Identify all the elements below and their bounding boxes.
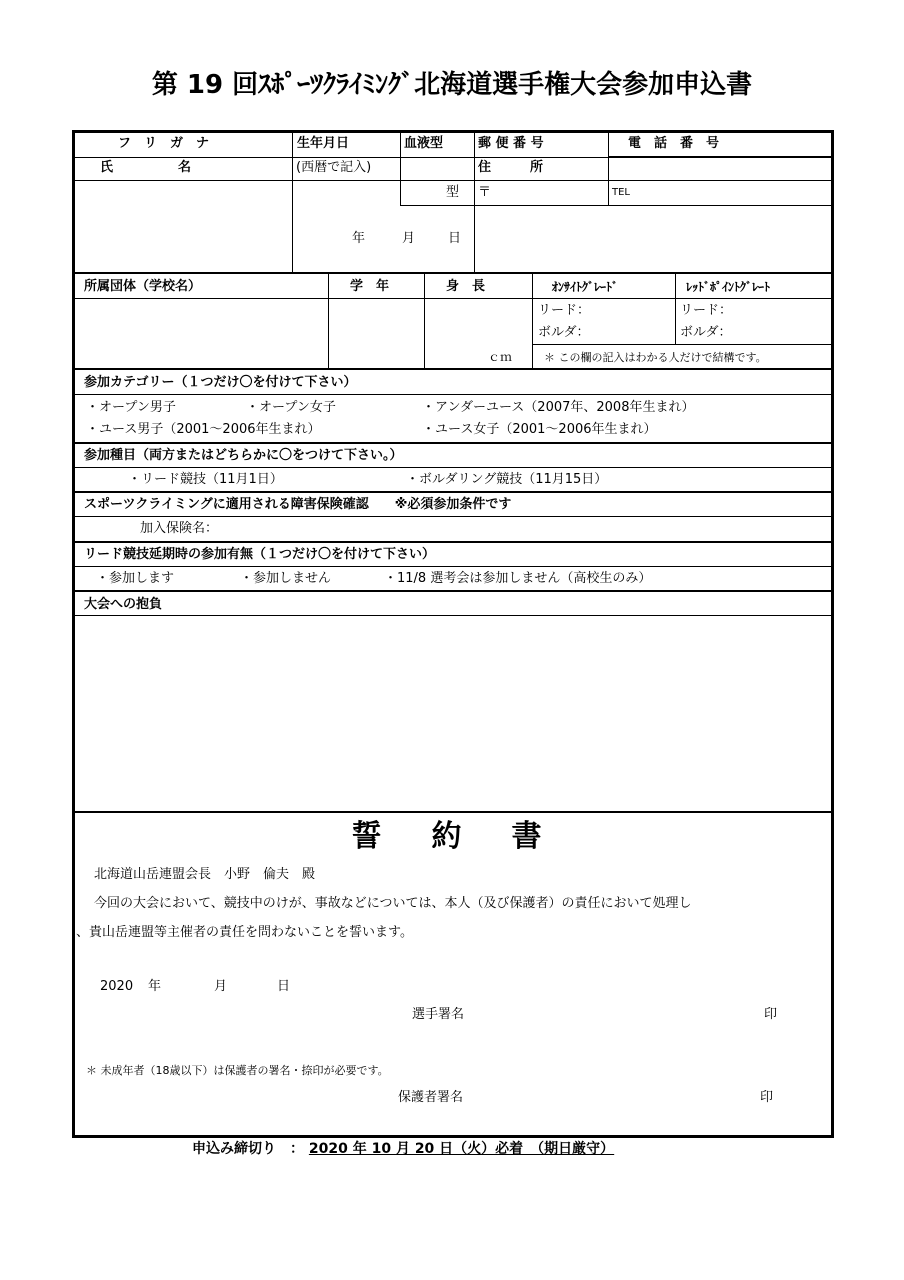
insurance-heading: スポーツクライミングに適用される障害保険確認 ※必須参加条件です: [84, 497, 512, 512]
name-label: 氏 名: [100, 160, 192, 175]
onsight-grade-label: ｵﾝｻｲﾄｸﾞﾚｰﾄﾞ: [552, 280, 619, 294]
event-heading: 参加種目（両方またはどちらかに〇をつけて下さい。）: [84, 448, 403, 463]
grade-label: 学 年: [350, 279, 390, 294]
category-youth-men[interactable]: ・ユース男子（2001～2006年生まれ）: [86, 422, 321, 437]
blood-type-label: 型: [446, 185, 460, 200]
guardian-seal-label: 印: [760, 1090, 774, 1105]
athlete-seal-label: 印: [764, 1007, 778, 1022]
postal-code-field[interactable]: [494, 186, 604, 202]
phone-field[interactable]: [636, 186, 826, 202]
birth-day-label: 日: [448, 231, 462, 246]
form-title: 第 19 回ｽﾎﾟｰﾂｸﾗｲﾐﾝｸﾞ北海道選手権大会参加申込書: [151, 70, 753, 100]
birth-note: (西暦で記入): [296, 160, 372, 175]
blood-label: 血液型: [404, 136, 444, 151]
name-field[interactable]: [78, 186, 286, 266]
postpone-attend[interactable]: ・参加します: [96, 571, 175, 586]
category-under-youth[interactable]: ・アンダーユース（2007年、2008年生まれ）: [422, 400, 695, 415]
pledge-body-line1: 今回の大会において、競技中のけが、事故などについては、本人（及び保護者）の責任において処理し: [94, 896, 692, 911]
birth-month-label: 月: [402, 231, 416, 246]
blood-type-field[interactable]: [404, 186, 440, 202]
redpoint-grade-label: ﾚｯﾄﾞﾎﾟｲﾝﾄｸﾞﾚｰﾄ: [686, 280, 771, 294]
category-youth-women[interactable]: ・ユース女子（2001～2006年生まれ）: [422, 422, 657, 437]
postpone-not-attend[interactable]: ・参加しません: [240, 571, 332, 586]
org-field[interactable]: [78, 304, 322, 362]
athlete-sign-field[interactable]: [480, 1006, 750, 1024]
postpone-heading: リード競技延期時の参加有無（１つだけ〇を付けて下さい）: [84, 547, 436, 562]
height-label: 身 長: [446, 279, 486, 294]
address-label: 住 所: [478, 160, 544, 175]
pledge-addressee: 北海道山岳連盟会長 小野 倫夫 殿: [94, 867, 316, 882]
redpoint-boulder-label: ボルダ：: [680, 325, 732, 340]
insurance-name-field[interactable]: [236, 520, 816, 538]
athlete-sign-label: 選手署名: [412, 1007, 465, 1022]
pledge-title: 誓 約 書: [351, 819, 552, 854]
category-heading: 参加カテゴリー（１つだけ〇を付けて下さい）: [84, 375, 357, 390]
furigana-label: フ リ ガ ナ: [118, 136, 210, 151]
ambition-heading: 大会への抱負: [84, 597, 163, 612]
height-field[interactable]: [430, 304, 486, 362]
birth-year-label: 年: [352, 231, 366, 246]
event-lead[interactable]: ・リード競技（11月1日）: [128, 472, 283, 487]
birth-date-field[interactable]: [296, 186, 396, 202]
deadline-label: 申込み締切り ：: [192, 1141, 304, 1157]
postpone-skip-selection[interactable]: ・11/8 選考会は参加しません（高校生のみ）: [384, 571, 652, 586]
onsight-lead-label: リード：: [538, 303, 591, 318]
org-label: 所属団体（学校名）: [84, 279, 202, 294]
category-open-women[interactable]: ・オープン女子: [246, 400, 336, 415]
deadline: [192, 1142, 614, 1156]
deadline-value: 2020 年 10 月 20 日（火）必着 （期日厳守）: [308, 1141, 615, 1157]
redpoint-lead-label: リード：: [680, 303, 733, 318]
pledge-body-line2: 、貴山岳連盟等主催者の責任を問わないことを誓います。: [76, 925, 413, 940]
phone-label: 電 話 番 号: [628, 136, 720, 151]
onsight-boulder-label: ボルダ：: [538, 325, 590, 340]
ambition-field[interactable]: [78, 620, 822, 804]
minor-note: ＊ 未成年者（18歳以下）は保護者の署名・捺印が必要です。: [86, 1064, 389, 1077]
postal-mark: 〒: [478, 185, 492, 200]
guardian-sign-label: 保護者署名: [398, 1090, 464, 1105]
grade-field[interactable]: [334, 304, 418, 362]
pledge-month-label: 月: [214, 979, 228, 994]
category-open-men[interactable]: ・オープン男子: [86, 400, 176, 415]
address-field[interactable]: [480, 212, 824, 266]
guardian-sign-field[interactable]: [482, 1089, 752, 1107]
tel-mark: TEL: [612, 187, 630, 198]
pledge-day-label: 日: [277, 979, 291, 994]
insurance-name-label: 加入保険名：: [140, 521, 219, 536]
cm-unit: ｃｍ: [488, 350, 513, 364]
pledge-year: 2020: [100, 979, 134, 994]
pledge-year-label: 年: [148, 979, 162, 994]
postal-label: 郵 便 番 号: [478, 136, 544, 151]
event-bouldering[interactable]: ・ボルダリング競技（11月15日）: [406, 472, 608, 487]
grade-note: ＊ この欄の記入はわかる人だけで結構です。: [544, 351, 767, 364]
birth-label: 生年月日: [297, 136, 350, 151]
